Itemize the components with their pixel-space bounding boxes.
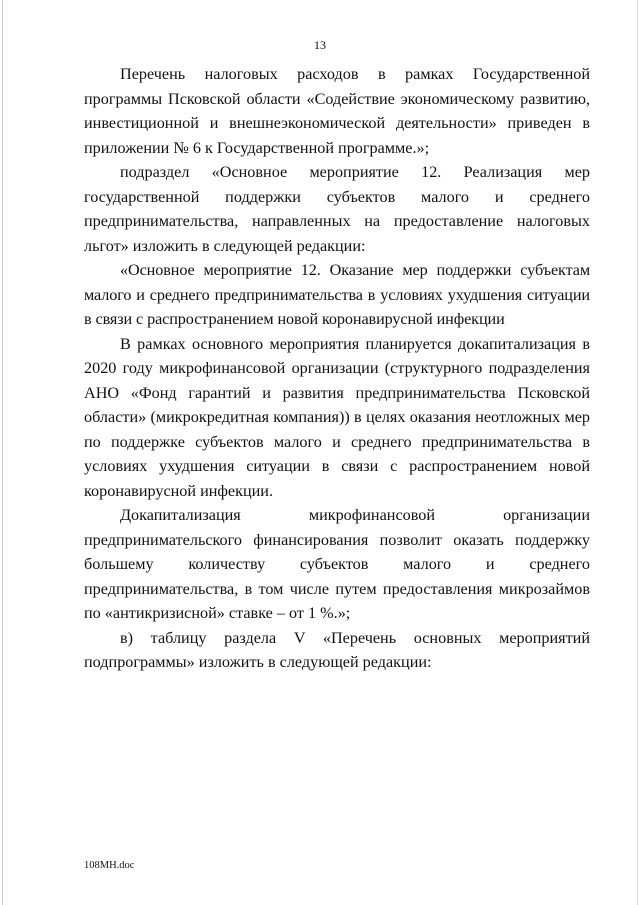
- paragraph-recapitalization-plan: В рамках основного мероприятия планируется докапитализация в 2020 году микрофинансовой организации (структурного подразделения АНО «Фонд гарантий и развития предпринимательства Псковской области» (микрокредитная компания)) в целях оказания неотложных мер по поддержке субъектов малого и среднего предпринимательства в условиях ухудшения ситуации в связи с распространением новой коронавирусной инфекции.: [84, 334, 590, 500]
- paragraph-tax-expenses: Перечень налоговых расходов в рамках Государственной программы Псковской области «Содействие экономическому развитию, инвестиционной и внешнеэкономической деятельности» приведен в приложении № 6 к Государственной программе.»;: [84, 65, 590, 157]
- scan-edge-left: [2, 0, 3, 905]
- page-number: 13: [314, 38, 326, 52]
- paragraph-subsection-instruction: подраздел «Основное мероприятие 12. Реализация мер государственной поддержки субъектов малого и среднего предпринимательства, направленных на предоставление налоговых льгот» изложить в следующей редакции:: [84, 163, 590, 255]
- file-name-footer: 108МН.doc: [84, 860, 135, 871]
- paragraph-main-activity-12: «Основное мероприятие 12. Оказание мер поддержки субъектам малого и среднего предпринимательства в условиях ухудшения ситуации в связи с распространением новой коронавирусной инфекции: [84, 261, 590, 328]
- paragraph-recapitalization-effect: Докапитализация микрофинансовой организации предпринимательского финансирования позволит оказать поддержку большему количеству субъектов малого и среднего предпринимательства, в том числе путем предоставления микрозаймов по «антикризисной» ставке – от 1 %.»;: [84, 506, 590, 622]
- paragraph-table-instruction: в) таблицу раздела V «Перечень основных мероприятий подпрограммы» изложить в следующей редакции:: [84, 628, 590, 671]
- document-body: [84, 62, 590, 675]
- scan-edge-right: [637, 0, 638, 905]
